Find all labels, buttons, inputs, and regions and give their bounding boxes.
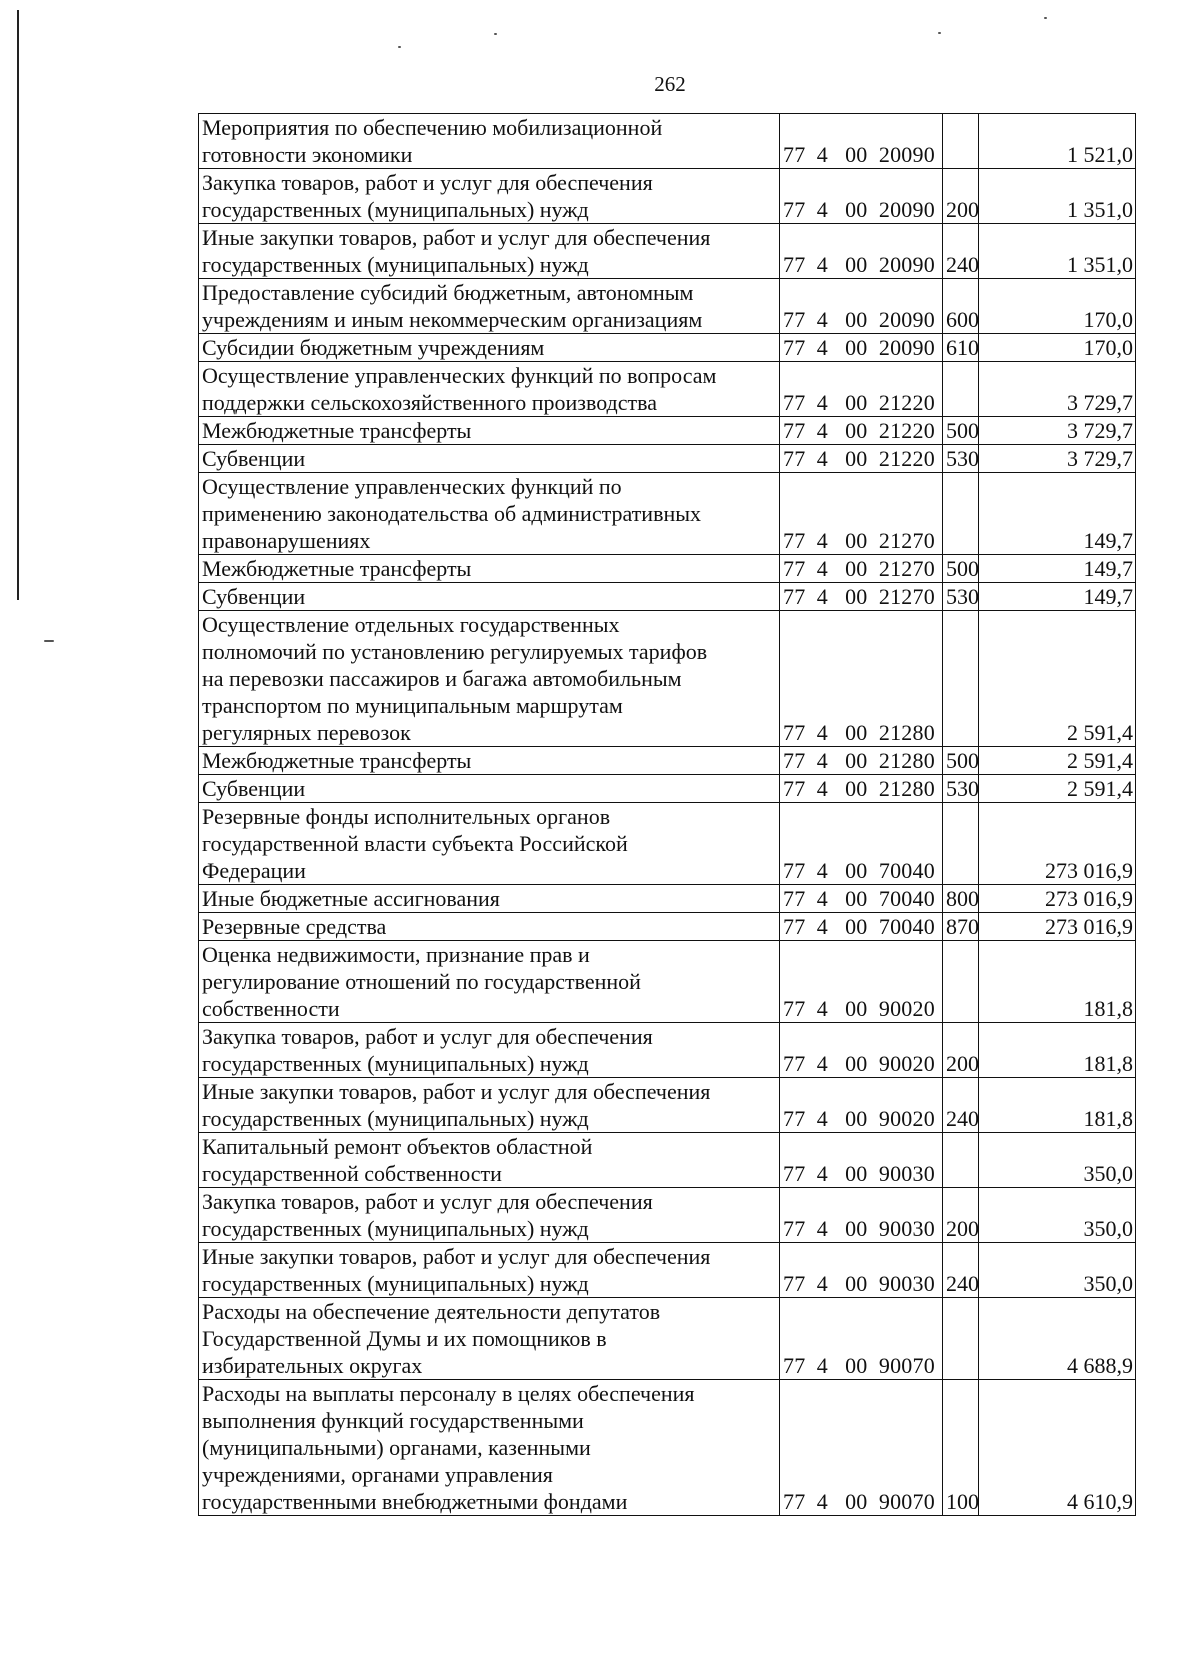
expense-name-line: избирательных округах — [202, 1353, 423, 1378]
expense-type-code: 870 — [943, 913, 979, 941]
expense-name-line: Резервные фонды исполнительных органов — [202, 804, 611, 829]
table-row — [199, 445, 1136, 473]
expense-type-code — [943, 611, 979, 747]
expense-type-code: 240 — [943, 224, 979, 279]
expense-name-line: Межбюджетные трансферты — [202, 556, 472, 581]
expense-type-code: 200 — [943, 1188, 979, 1243]
expense-type-code — [943, 1298, 979, 1380]
scan-speck — [494, 33, 497, 35]
expense-name-line: готовности экономики — [202, 142, 413, 167]
expense-name-cell — [199, 1380, 780, 1516]
expense-type-code — [943, 941, 979, 1023]
expense-name-line: Предоставление субсидий бюджетным, автономным — [202, 280, 694, 305]
budget-table — [198, 113, 1136, 1516]
amount-cell: 149,7 — [979, 583, 1136, 611]
table-row — [199, 417, 1136, 445]
table-row — [199, 885, 1136, 913]
table-row — [199, 169, 1136, 224]
target-article-code: 77 4 00 70040 — [780, 803, 943, 885]
expense-name-line: Закупка товаров, работ и услуг для обеспечения — [202, 170, 653, 195]
table-row — [199, 555, 1136, 583]
expense-name-line: Расходы на обеспечение деятельности депутатов — [202, 1299, 661, 1324]
expense-name-cell — [199, 1023, 780, 1078]
expense-name-line: Субвенции — [202, 584, 306, 609]
expense-name-cell — [199, 445, 780, 473]
scan-edge-line — [17, 10, 19, 600]
target-article-code: 77 4 00 21220 — [780, 445, 943, 473]
table-row — [199, 279, 1136, 334]
expense-name-line: государственных (муниципальных) нужд — [202, 1106, 589, 1131]
amount-cell: 1 521,0 — [979, 114, 1136, 169]
table-row — [199, 775, 1136, 803]
expense-name-line: Резервные средства — [202, 914, 387, 939]
expense-name-line: Осуществление отдельных государственных — [202, 612, 620, 637]
expense-name-line: Закупка товаров, работ и услуг для обеспечения — [202, 1189, 653, 1214]
expense-name-cell — [199, 279, 780, 334]
expense-name-line: Расходы на выплаты персоналу в целях обеспечения — [202, 1381, 695, 1406]
expense-name-cell — [199, 473, 780, 555]
expense-name-line: Субсидии бюджетным учреждениям — [202, 335, 545, 360]
expense-name-line: Мероприятия по обеспечению мобилизационной — [202, 115, 663, 140]
expense-name-line: Межбюджетные трансферты — [202, 418, 472, 443]
expense-name-line: Осуществление управленческих функций по — [202, 474, 622, 499]
target-article-code: 77 4 00 90020 — [780, 1023, 943, 1078]
amount-cell: 273 016,9 — [979, 913, 1136, 941]
expense-type-code: 610 — [943, 334, 979, 362]
amount-cell: 2 591,4 — [979, 775, 1136, 803]
expense-name-cell — [199, 1188, 780, 1243]
amount-cell: 350,0 — [979, 1188, 1136, 1243]
expense-type-code: 500 — [943, 555, 979, 583]
expense-name-line: государственных (муниципальных) нужд — [202, 1271, 589, 1296]
expense-name-line: полномочий по установлению регулируемых тарифов — [202, 639, 708, 664]
target-article-code: 77 4 00 90020 — [780, 1078, 943, 1133]
amount-cell: 149,7 — [979, 555, 1136, 583]
expense-name-line: учреждениям и иным некоммерческим организациям — [202, 307, 703, 332]
amount-cell: 350,0 — [979, 1133, 1136, 1188]
target-article-code: 77 4 00 90030 — [780, 1133, 943, 1188]
expense-name-line: государственной собственности — [202, 1161, 502, 1186]
expense-type-code: 500 — [943, 747, 979, 775]
expense-type-code — [943, 803, 979, 885]
expense-name-cell — [199, 334, 780, 362]
expense-name-line: Иные закупки товаров, работ и услуг для обеспечения — [202, 225, 711, 250]
expense-name-cell — [199, 803, 780, 885]
amount-cell: 3 729,7 — [979, 445, 1136, 473]
expense-name-line: Субвенции — [202, 776, 306, 801]
page-number: 262 — [654, 72, 686, 96]
table-row — [199, 913, 1136, 941]
expense-type-code: 530 — [943, 445, 979, 473]
expense-name-cell — [199, 417, 780, 445]
expense-name-line: Государственной Думы и их помощников в — [202, 1326, 607, 1351]
expense-name-line: Межбюджетные трансферты — [202, 748, 472, 773]
expense-type-code: 100 — [943, 1380, 979, 1516]
expense-name-cell — [199, 1133, 780, 1188]
target-article-code: 77 4 00 90020 — [780, 941, 943, 1023]
scan-speck — [1044, 17, 1047, 19]
expense-name-cell — [199, 775, 780, 803]
expense-type-code — [943, 114, 979, 169]
table-row — [199, 1023, 1136, 1078]
expense-name-line: выполнения функций государственными — [202, 1408, 584, 1433]
amount-cell: 170,0 — [979, 279, 1136, 334]
expense-name-line: на перевозки пассажиров и багажа автомобильным — [202, 666, 682, 691]
amount-cell: 350,0 — [979, 1243, 1136, 1298]
expense-name-line: Осуществление управленческих функций по вопросам — [202, 363, 717, 388]
target-article-code: 77 4 00 21280 — [780, 775, 943, 803]
scan-speck — [398, 46, 401, 48]
expense-name-cell — [199, 555, 780, 583]
expense-name-line: государственных (муниципальных) нужд — [202, 1216, 589, 1241]
expense-name-line: регулирование отношений по государственной — [202, 969, 641, 994]
table-row — [199, 1078, 1136, 1133]
expense-name-line: (муниципальными) органами, казенными — [202, 1435, 591, 1460]
amount-cell: 1 351,0 — [979, 224, 1136, 279]
expense-name-line: регулярных перевозок — [202, 720, 411, 745]
amount-cell: 149,7 — [979, 473, 1136, 555]
expense-name-line: Иные бюджетные ассигнования — [202, 886, 500, 911]
target-article-code: 77 4 00 20090 — [780, 279, 943, 334]
amount-cell: 2 591,4 — [979, 611, 1136, 747]
amount-cell: 2 591,4 — [979, 747, 1136, 775]
expense-name-line: собственности — [202, 996, 340, 1021]
expense-type-code: 530 — [943, 775, 979, 803]
expense-name-line: поддержки сельскохозяйственного производства — [202, 390, 657, 415]
expense-name-line: правонарушениях — [202, 528, 371, 553]
expense-name-cell — [199, 885, 780, 913]
table-row — [199, 114, 1136, 169]
expense-name-cell — [199, 941, 780, 1023]
expense-name-line: учреждениями, органами управления — [202, 1462, 553, 1487]
table-row — [199, 1298, 1136, 1380]
target-article-code: 77 4 00 90030 — [780, 1188, 943, 1243]
scan-speck — [938, 32, 941, 34]
table-row — [199, 1188, 1136, 1243]
expense-type-code: 240 — [943, 1243, 979, 1298]
target-article-code: 77 4 00 20090 — [780, 224, 943, 279]
amount-cell: 170,0 — [979, 334, 1136, 362]
target-article-code: 77 4 00 70040 — [780, 885, 943, 913]
expense-type-code — [943, 473, 979, 555]
expense-name-cell — [199, 1243, 780, 1298]
target-article-code: 77 4 00 90070 — [780, 1298, 943, 1380]
amount-cell: 3 729,7 — [979, 362, 1136, 417]
expense-name-line: Иные закупки товаров, работ и услуг для обеспечения — [202, 1079, 711, 1104]
amount-cell: 4 688,9 — [979, 1298, 1136, 1380]
expense-name-cell — [199, 114, 780, 169]
expense-name-cell — [199, 224, 780, 279]
expense-name-line: Иные закупки товаров, работ и услуг для обеспечения — [202, 1244, 711, 1269]
target-article-code: 77 4 00 70040 — [780, 913, 943, 941]
expense-name-line: Капитальный ремонт объектов областной — [202, 1134, 593, 1159]
expense-name-line: Федерации — [202, 858, 306, 883]
table-row — [199, 1380, 1136, 1516]
expense-type-code: 800 — [943, 885, 979, 913]
target-article-code: 77 4 00 21220 — [780, 417, 943, 445]
table-row — [199, 1133, 1136, 1188]
expense-type-code: 200 — [943, 1023, 979, 1078]
expense-name-line: Субвенции — [202, 446, 306, 471]
target-article-code: 77 4 00 21270 — [780, 473, 943, 555]
table-row — [199, 803, 1136, 885]
target-article-code: 77 4 00 21220 — [780, 362, 943, 417]
amount-cell: 181,8 — [979, 941, 1136, 1023]
amount-cell: 181,8 — [979, 1078, 1136, 1133]
target-article-code: 77 4 00 20090 — [780, 169, 943, 224]
expense-type-code: 500 — [943, 417, 979, 445]
expense-name-line: государственной власти субъекта Российской — [202, 831, 628, 856]
target-article-code: 77 4 00 21270 — [780, 555, 943, 583]
table-row — [199, 583, 1136, 611]
expense-name-cell — [199, 362, 780, 417]
table-row — [199, 224, 1136, 279]
table-row — [199, 747, 1136, 775]
expense-name-line: государственных (муниципальных) нужд — [202, 252, 589, 277]
expense-name-line: транспортом по муниципальным маршрутам — [202, 693, 623, 718]
target-article-code: 77 4 00 90070 — [780, 1380, 943, 1516]
expense-name-cell — [199, 169, 780, 224]
amount-cell: 1 351,0 — [979, 169, 1136, 224]
table-row — [199, 362, 1136, 417]
table-row — [199, 473, 1136, 555]
scan-speck — [44, 640, 54, 642]
table-row — [199, 1243, 1136, 1298]
expense-name-cell — [199, 1298, 780, 1380]
amount-cell: 181,8 — [979, 1023, 1136, 1078]
table-row — [199, 941, 1136, 1023]
table-row — [199, 611, 1136, 747]
expense-name-line: государственными внебюджетными фондами — [202, 1489, 628, 1514]
budget-table-body — [199, 114, 1136, 1516]
expense-type-code: 530 — [943, 583, 979, 611]
expense-name-line: Оценка недвижимости, признание прав и — [202, 942, 590, 967]
expense-name-line: применению законодательства об административных — [202, 501, 702, 526]
expense-type-code: 600 — [943, 279, 979, 334]
amount-cell: 273 016,9 — [979, 803, 1136, 885]
expense-type-code — [943, 1133, 979, 1188]
expense-name-cell — [199, 747, 780, 775]
expense-name-cell — [199, 1078, 780, 1133]
expense-name-line: государственных (муниципальных) нужд — [202, 1051, 589, 1076]
amount-cell: 4 610,9 — [979, 1380, 1136, 1516]
expense-name-line: государственных (муниципальных) нужд — [202, 197, 589, 222]
target-article-code: 77 4 00 21280 — [780, 747, 943, 775]
expense-name-cell — [199, 913, 780, 941]
target-article-code: 77 4 00 90030 — [780, 1243, 943, 1298]
target-article-code: 77 4 00 21280 — [780, 611, 943, 747]
expense-name-line: Закупка товаров, работ и услуг для обеспечения — [202, 1024, 653, 1049]
table-row — [199, 334, 1136, 362]
expense-type-code: 240 — [943, 1078, 979, 1133]
expense-type-code: 200 — [943, 169, 979, 224]
amount-cell: 3 729,7 — [979, 417, 1136, 445]
expense-name-cell — [199, 583, 780, 611]
amount-cell: 273 016,9 — [979, 885, 1136, 913]
expense-name-cell — [199, 611, 780, 747]
target-article-code: 77 4 00 20090 — [780, 114, 943, 169]
target-article-code: 77 4 00 21270 — [780, 583, 943, 611]
target-article-code: 77 4 00 20090 — [780, 334, 943, 362]
expense-type-code — [943, 362, 979, 417]
